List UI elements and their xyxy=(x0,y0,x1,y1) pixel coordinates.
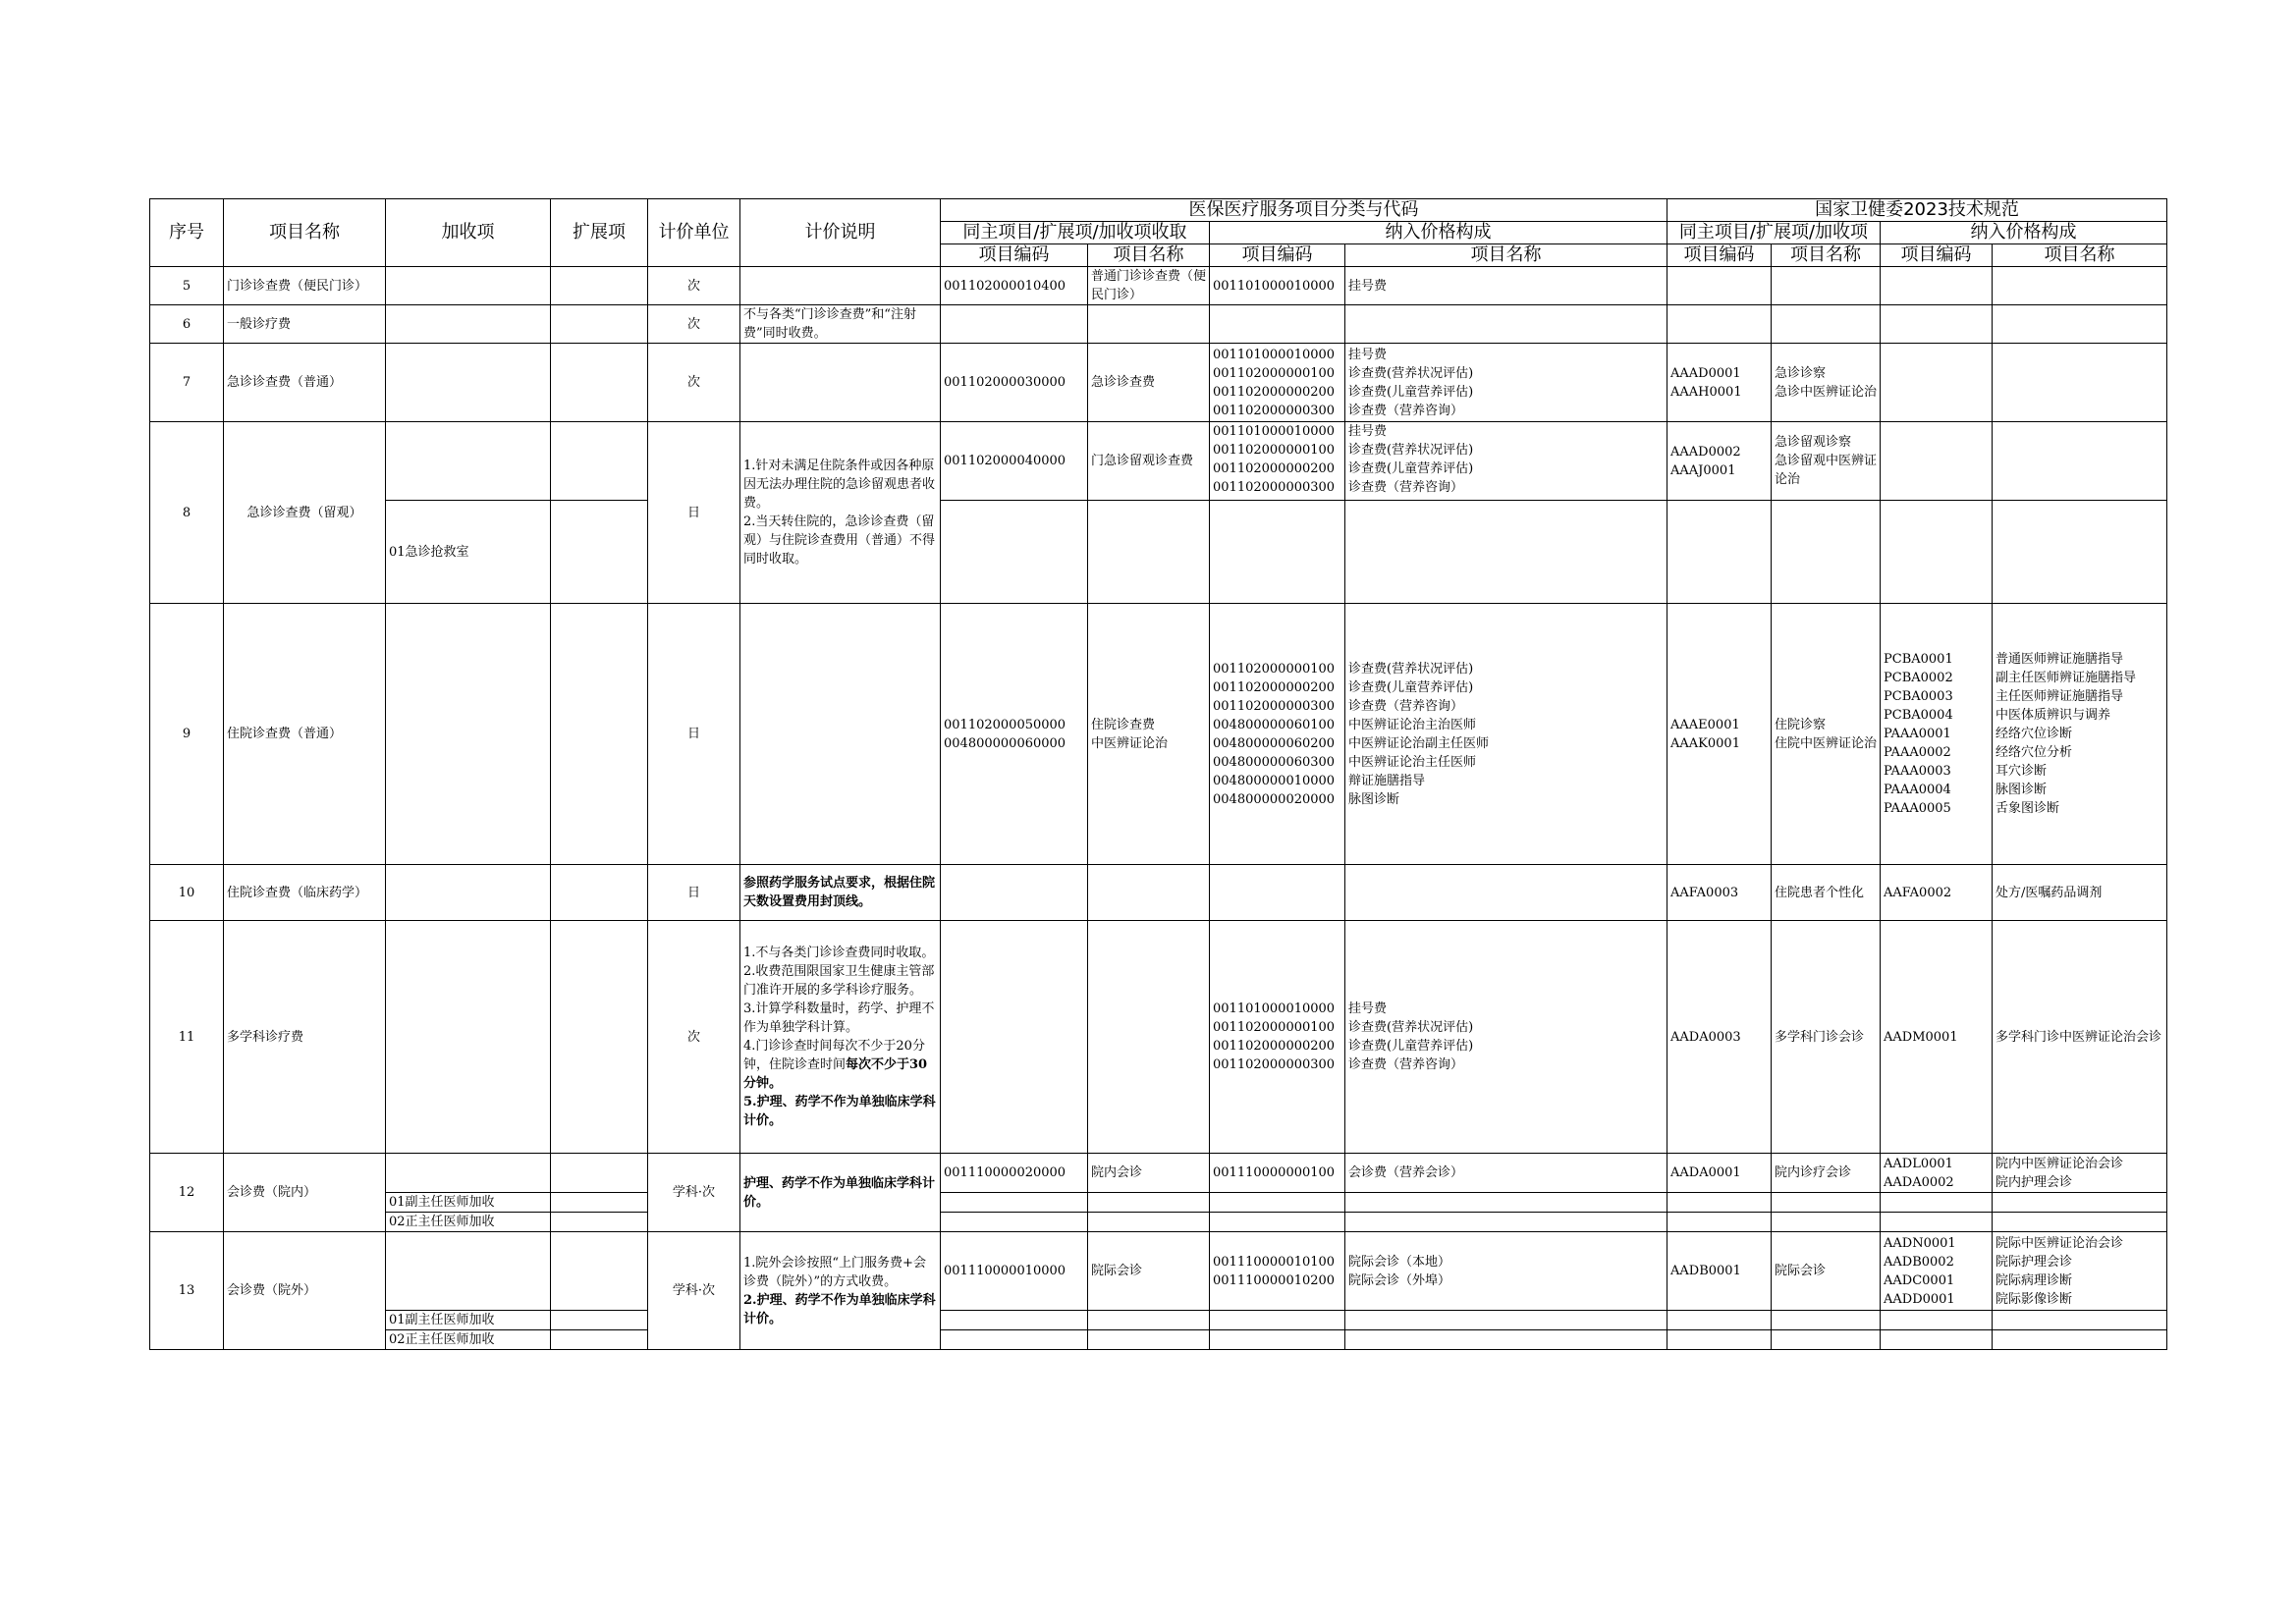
row-nhc-price-name: 处方/医嘱药品调剂 xyxy=(1993,865,2167,921)
row-item-name: 住院诊查费（普通） xyxy=(224,604,386,865)
row-nhc-name xyxy=(1772,501,1881,604)
row-surcharge xyxy=(386,422,551,501)
table-row xyxy=(150,865,2167,921)
row-extension xyxy=(551,422,648,501)
row-note: 护理、药学不作为单独临床学科计价。 xyxy=(740,1154,941,1232)
row-price-code: 001101000010000 001102000000100 001102000000200 001102000000300 xyxy=(1210,344,1345,422)
row-unit: 学科·次 xyxy=(648,1232,740,1350)
row-surcharge: 01急诊抢救室 xyxy=(386,501,551,604)
row-extension xyxy=(551,921,648,1154)
header-item-name: 项目名称 xyxy=(224,199,386,267)
row-price-code: 001110000000100 xyxy=(1210,1154,1345,1193)
row-nhc-price-code: AADN0001 AADB0002 AADC0001 AADD0001 xyxy=(1881,1232,1993,1311)
row-nhc-name xyxy=(1772,1311,1881,1330)
table-row xyxy=(150,1330,2167,1350)
header-group-nhc: 国家卫健委2023技术规范 xyxy=(1667,199,2167,222)
row-price-name xyxy=(1345,305,1667,344)
row-price-name xyxy=(1345,1193,1667,1213)
row-surcharge xyxy=(386,344,551,422)
row-nhc-name xyxy=(1772,1193,1881,1213)
row-nhc-name: 多学科门诊会诊 xyxy=(1772,921,1881,1154)
row-surcharge xyxy=(386,865,551,921)
header-price-comp-medical: 纳入价格构成 xyxy=(1210,222,1667,244)
row-price-code xyxy=(1210,1193,1345,1213)
header-code: 项目编码 xyxy=(1667,244,1772,267)
row-note-part: 1.院外会诊按照“上门服务费+会诊费（院外）”的方式收费。 xyxy=(743,1255,926,1289)
row-item-name: 急诊诊查费（普通） xyxy=(224,344,386,422)
row-nhc-name: 急诊留观诊察 急诊留观中医辨证论治 xyxy=(1772,422,1881,501)
row-price-code xyxy=(1210,305,1345,344)
header-same-main-medical: 同主项目/扩展项/加收项收取 xyxy=(941,222,1210,244)
row-medical-code xyxy=(941,1213,1088,1232)
row-medical-code: 001102000010400 xyxy=(941,267,1088,305)
table-row xyxy=(150,267,2167,305)
row-medical-code: 001110000020000 xyxy=(941,1154,1088,1193)
row-item-name: 住院诊查费（临床药学） xyxy=(224,865,386,921)
header-price-comp-nhc: 纳入价格构成 xyxy=(1881,222,2167,244)
row-nhc-price-name: 普通医师辨证施膳指导 副主任医师辨证施膳指导 主任医师辨证施膳指导 中医体质辨识与调养 经络穴位诊断 经络穴位分析 耳穴诊断 脉图诊断 舌象图诊断 xyxy=(1993,604,2167,865)
row-price-name: 挂号费 诊查费(营养状况评估) 诊查费(儿童营养评估) 诊查费（营养咨询） xyxy=(1345,344,1667,422)
row-price-code: 001102000000100 001102000000200 001102000000300 004800000060100 004800000060200 004800000060300 004800000010000 004800000020000 xyxy=(1210,604,1345,865)
row-medical-name xyxy=(1088,501,1210,604)
row-nhc-code xyxy=(1667,501,1772,604)
row-nhc-code xyxy=(1667,1330,1772,1350)
row-note xyxy=(740,604,941,865)
row-price-name: 诊查费(营养状况评估) 诊查费(儿童营养评估) 诊查费（营养咨询） 中医辨证论治主治医师 中医辨证论治副主任医师 中医辨证论治主任医师 辩证施膳指导 脉图诊断 xyxy=(1345,604,1667,865)
row-item-name: 一般诊疗费 xyxy=(224,305,386,344)
header-code: 项目编码 xyxy=(1881,244,1993,267)
header-unit: 计价单位 xyxy=(648,199,740,267)
row-medical-name xyxy=(1088,1213,1210,1232)
row-price-code xyxy=(1210,1311,1345,1330)
row-nhc-price-name xyxy=(1993,1193,2167,1213)
row-nhc-price-code: AADL0001 AADA0002 xyxy=(1881,1154,1993,1193)
row-medical-name: 急诊诊查费 xyxy=(1088,344,1210,422)
row-price-name xyxy=(1345,865,1667,921)
row-nhc-price-name: 多学科门诊中医辨证论治会诊 xyxy=(1993,921,2167,1154)
row-price-name xyxy=(1345,501,1667,604)
row-price-code xyxy=(1210,501,1345,604)
row-extension xyxy=(551,501,648,604)
row-nhc-code: AAAE0001 AAAK0001 xyxy=(1667,604,1772,865)
row-nhc-code xyxy=(1667,1311,1772,1330)
row-medical-name: 住院诊查费 中医辨证论治 xyxy=(1088,604,1210,865)
row-price-name: 院际会诊（本地） 院际会诊（外埠） xyxy=(1345,1232,1667,1311)
pricing-table xyxy=(149,198,2167,1350)
row-note-bold-part: 5.护理、药学不作为单独临床学科计价。 xyxy=(743,1095,936,1128)
row-medical-code: 001102000050000 004800000060000 xyxy=(941,604,1088,865)
row-item-name: 会诊费（院内） xyxy=(224,1154,386,1232)
row-nhc-name xyxy=(1772,1213,1881,1232)
row-nhc-price-name: 院内中医辨证论治会诊 院内护理会诊 xyxy=(1993,1154,2167,1193)
table-row xyxy=(150,422,2167,501)
row-note: 参照药学服务试点要求，根据住院天数设置费用封顶线。 xyxy=(740,865,941,921)
header-extension: 扩展项 xyxy=(551,199,648,267)
row-note: 不与各类“门诊诊查费”和“注射费”同时收费。 xyxy=(740,305,941,344)
row-nhc-price-name xyxy=(1993,267,2167,305)
row-nhc-name: 住院患者个性化 xyxy=(1772,865,1881,921)
row-seq: 8 xyxy=(150,422,224,604)
row-medical-code xyxy=(941,1330,1088,1350)
row-extension xyxy=(551,865,648,921)
row-item-name: 多学科诊疗费 xyxy=(224,921,386,1154)
row-surcharge xyxy=(386,267,551,305)
row-nhc-price-code: AADM0001 xyxy=(1881,921,1993,1154)
row-nhc-price-name xyxy=(1993,1311,2167,1330)
row-item-name: 会诊费（院外） xyxy=(224,1232,386,1350)
row-nhc-code xyxy=(1667,305,1772,344)
row-surcharge: 02正主任医师加收 xyxy=(386,1213,551,1232)
row-medical-name xyxy=(1088,1193,1210,1213)
row-nhc-price-code xyxy=(1881,305,1993,344)
row-seq: 10 xyxy=(150,865,224,921)
table-row xyxy=(150,921,2167,1154)
table-row xyxy=(150,344,2167,422)
row-nhc-name xyxy=(1772,305,1881,344)
row-price-name: 挂号费 xyxy=(1345,267,1667,305)
row-price-name: 挂号费 诊查费(营养状况评估) 诊查费(儿童营养评估) 诊查费（营养咨询） xyxy=(1345,921,1667,1154)
row-medical-code: 001102000040000 xyxy=(941,422,1088,501)
row-medical-name: 院内会诊 xyxy=(1088,1154,1210,1193)
table-row xyxy=(150,1193,2167,1213)
row-nhc-price-code xyxy=(1881,501,1993,604)
row-extension xyxy=(551,267,648,305)
header-code: 项目编码 xyxy=(941,244,1088,267)
row-seq: 7 xyxy=(150,344,224,422)
row-nhc-price-code xyxy=(1881,344,1993,422)
row-nhc-code xyxy=(1667,1213,1772,1232)
row-note-bold-part: 每次不少于30分钟。 xyxy=(743,1057,928,1091)
row-medical-name xyxy=(1088,305,1210,344)
row-nhc-price-name xyxy=(1993,1213,2167,1232)
row-nhc-name xyxy=(1772,1330,1881,1350)
row-medical-code xyxy=(941,865,1088,921)
row-extension xyxy=(551,1154,648,1193)
row-medical-code xyxy=(941,501,1088,604)
header-surcharge: 加收项 xyxy=(386,199,551,267)
row-price-name: 挂号费 诊查费(营养状况评估) 诊查费(儿童营养评估) 诊查费（营养咨询） xyxy=(1345,422,1667,501)
row-extension xyxy=(551,1232,648,1311)
row-price-code xyxy=(1210,1213,1345,1232)
row-nhc-price-code xyxy=(1881,267,1993,305)
header-name: 项目名称 xyxy=(1345,244,1667,267)
row-medical-code xyxy=(941,1311,1088,1330)
row-nhc-code: AADB0001 xyxy=(1667,1232,1772,1311)
row-extension xyxy=(551,1311,648,1330)
row-note xyxy=(740,921,941,1154)
header-name: 项目名称 xyxy=(1772,244,1881,267)
row-surcharge: 01副主任医师加收 xyxy=(386,1311,551,1330)
row-medical-name xyxy=(1088,1330,1210,1350)
row-unit: 次 xyxy=(648,267,740,305)
row-nhc-price-name xyxy=(1993,344,2167,422)
row-note xyxy=(740,1232,941,1350)
row-nhc-name: 院内诊疗会诊 xyxy=(1772,1154,1881,1193)
row-nhc-code xyxy=(1667,1193,1772,1213)
row-seq: 12 xyxy=(150,1154,224,1232)
row-price-name: 会诊费（营养会诊） xyxy=(1345,1154,1667,1193)
header-group-medical: 医保医疗服务项目分类与代码 xyxy=(941,199,1667,222)
row-medical-code: 001110000010000 xyxy=(941,1232,1088,1311)
row-nhc-price-code xyxy=(1881,1213,1993,1232)
header-row xyxy=(150,199,2167,222)
row-seq: 11 xyxy=(150,921,224,1154)
row-nhc-code: AAAD0001 AAAH0001 xyxy=(1667,344,1772,422)
header-name: 项目名称 xyxy=(1088,244,1210,267)
row-surcharge xyxy=(386,305,551,344)
row-nhc-price-name xyxy=(1993,501,2167,604)
row-unit: 次 xyxy=(648,344,740,422)
row-nhc-name: 住院诊察 住院中医辨证论治 xyxy=(1772,604,1881,865)
row-nhc-price-code xyxy=(1881,422,1993,501)
row-price-code: 001110000010100 001110000010200 xyxy=(1210,1232,1345,1311)
row-price-name xyxy=(1345,1330,1667,1350)
row-medical-name: 院际会诊 xyxy=(1088,1232,1210,1311)
row-unit: 学科·次 xyxy=(648,1154,740,1232)
row-medical-code xyxy=(941,1193,1088,1213)
row-medical-name xyxy=(1088,921,1210,1154)
row-price-code xyxy=(1210,1330,1345,1350)
row-price-code: 001101000010000 001102000000100 001102000000200 001102000000300 xyxy=(1210,422,1345,501)
header-seq: 序号 xyxy=(150,199,224,267)
row-item-name: 急诊诊查费（留观） xyxy=(224,422,386,604)
row-medical-name: 门急诊留观诊查费 xyxy=(1088,422,1210,501)
row-medical-code: 001102000030000 xyxy=(941,344,1088,422)
row-price-code xyxy=(1210,865,1345,921)
row-unit: 日 xyxy=(648,604,740,865)
row-nhc-price-code xyxy=(1881,1193,1993,1213)
row-nhc-price-name xyxy=(1993,422,2167,501)
table-row xyxy=(150,1232,2167,1311)
row-nhc-price-code xyxy=(1881,1330,1993,1350)
header-same-main-nhc: 同主项目/扩展项/加收项 xyxy=(1667,222,1881,244)
table-row xyxy=(150,1154,2167,1193)
row-unit: 日 xyxy=(648,865,740,921)
row-note-part: 1.不与各类门诊诊查费同时收取。 2.收费范围限国家卫生健康主管部门准许开展的多学科诊疗服务。 3.计算学科数量时，药学、护理不作为单独学科计算。 4.门诊诊查时间每次不少于20分钟，住院诊查时间 xyxy=(743,946,935,1072)
row-medical-code xyxy=(941,921,1088,1154)
table-row xyxy=(150,305,2167,344)
row-nhc-code: AADA0001 xyxy=(1667,1154,1772,1193)
row-nhc-price-code xyxy=(1881,1311,1993,1330)
row-unit: 次 xyxy=(648,305,740,344)
row-seq: 6 xyxy=(150,305,224,344)
row-medical-code xyxy=(941,305,1088,344)
row-surcharge xyxy=(386,1154,551,1193)
row-note-bold-part: 2.护理、药学不作为单独临床学科计价。 xyxy=(743,1292,936,1326)
row-price-code: 001101000010000 xyxy=(1210,267,1345,305)
row-surcharge xyxy=(386,921,551,1154)
row-medical-name xyxy=(1088,1311,1210,1330)
row-seq: 9 xyxy=(150,604,224,865)
row-price-code: 001101000010000 001102000000100 001102000000200 001102000000300 xyxy=(1210,921,1345,1154)
row-nhc-name xyxy=(1772,267,1881,305)
row-item-name: 门诊诊查费（便民门诊） xyxy=(224,267,386,305)
row-price-name xyxy=(1345,1213,1667,1232)
row-surcharge: 02正主任医师加收 xyxy=(386,1330,551,1350)
header-name: 项目名称 xyxy=(1993,244,2167,267)
table-row xyxy=(150,1311,2167,1330)
row-extension xyxy=(551,344,648,422)
row-seq: 5 xyxy=(150,267,224,305)
row-nhc-name: 急诊诊察 急诊中医辨证论治 xyxy=(1772,344,1881,422)
row-nhc-price-name xyxy=(1993,305,2167,344)
row-nhc-price-name xyxy=(1993,1330,2167,1350)
row-seq: 13 xyxy=(150,1232,224,1350)
row-nhc-price-name: 院际中医辨证论治会诊 院际护理会诊 院际病理诊断 院际影像诊断 xyxy=(1993,1232,2167,1311)
row-unit: 次 xyxy=(648,921,740,1154)
row-nhc-code: AAFA0003 xyxy=(1667,865,1772,921)
row-extension xyxy=(551,1193,648,1213)
row-price-name xyxy=(1345,1311,1667,1330)
row-nhc-code: AAAD0002 AAAJ0001 xyxy=(1667,422,1772,501)
row-surcharge: 01副主任医师加收 xyxy=(386,1193,551,1213)
row-unit: 日 xyxy=(648,422,740,604)
row-surcharge xyxy=(386,604,551,865)
row-note xyxy=(740,344,941,422)
table-row xyxy=(150,501,2167,604)
row-note: 1.针对未满足住院条件或因各种原因无法办理住院的急诊留观患者收费。 2.当天转住院的，急诊诊查费（留观）与住院诊查费用（普通）不得同时收取。 xyxy=(740,422,941,604)
table-row xyxy=(150,1213,2167,1232)
row-note xyxy=(740,267,941,305)
row-nhc-name: 院际会诊 xyxy=(1772,1232,1881,1311)
row-extension xyxy=(551,305,648,344)
row-medical-name xyxy=(1088,865,1210,921)
row-nhc-price-code: AAFA0002 xyxy=(1881,865,1993,921)
table-row xyxy=(150,604,2167,865)
row-extension xyxy=(551,1330,648,1350)
header-code: 项目编码 xyxy=(1210,244,1345,267)
row-extension xyxy=(551,604,648,865)
row-extension xyxy=(551,1213,648,1232)
row-nhc-code xyxy=(1667,267,1772,305)
header-note: 计价说明 xyxy=(740,199,941,267)
row-medical-name: 普通门诊诊查费（便民门诊） xyxy=(1088,267,1210,305)
row-nhc-code: AADA0003 xyxy=(1667,921,1772,1154)
row-nhc-price-code: PCBA0001 PCBA0002 PCBA0003 PCBA0004 PAAA0001 PAAA0002 PAAA0003 PAAA0004 PAAA0005 xyxy=(1881,604,1993,865)
row-surcharge xyxy=(386,1232,551,1311)
